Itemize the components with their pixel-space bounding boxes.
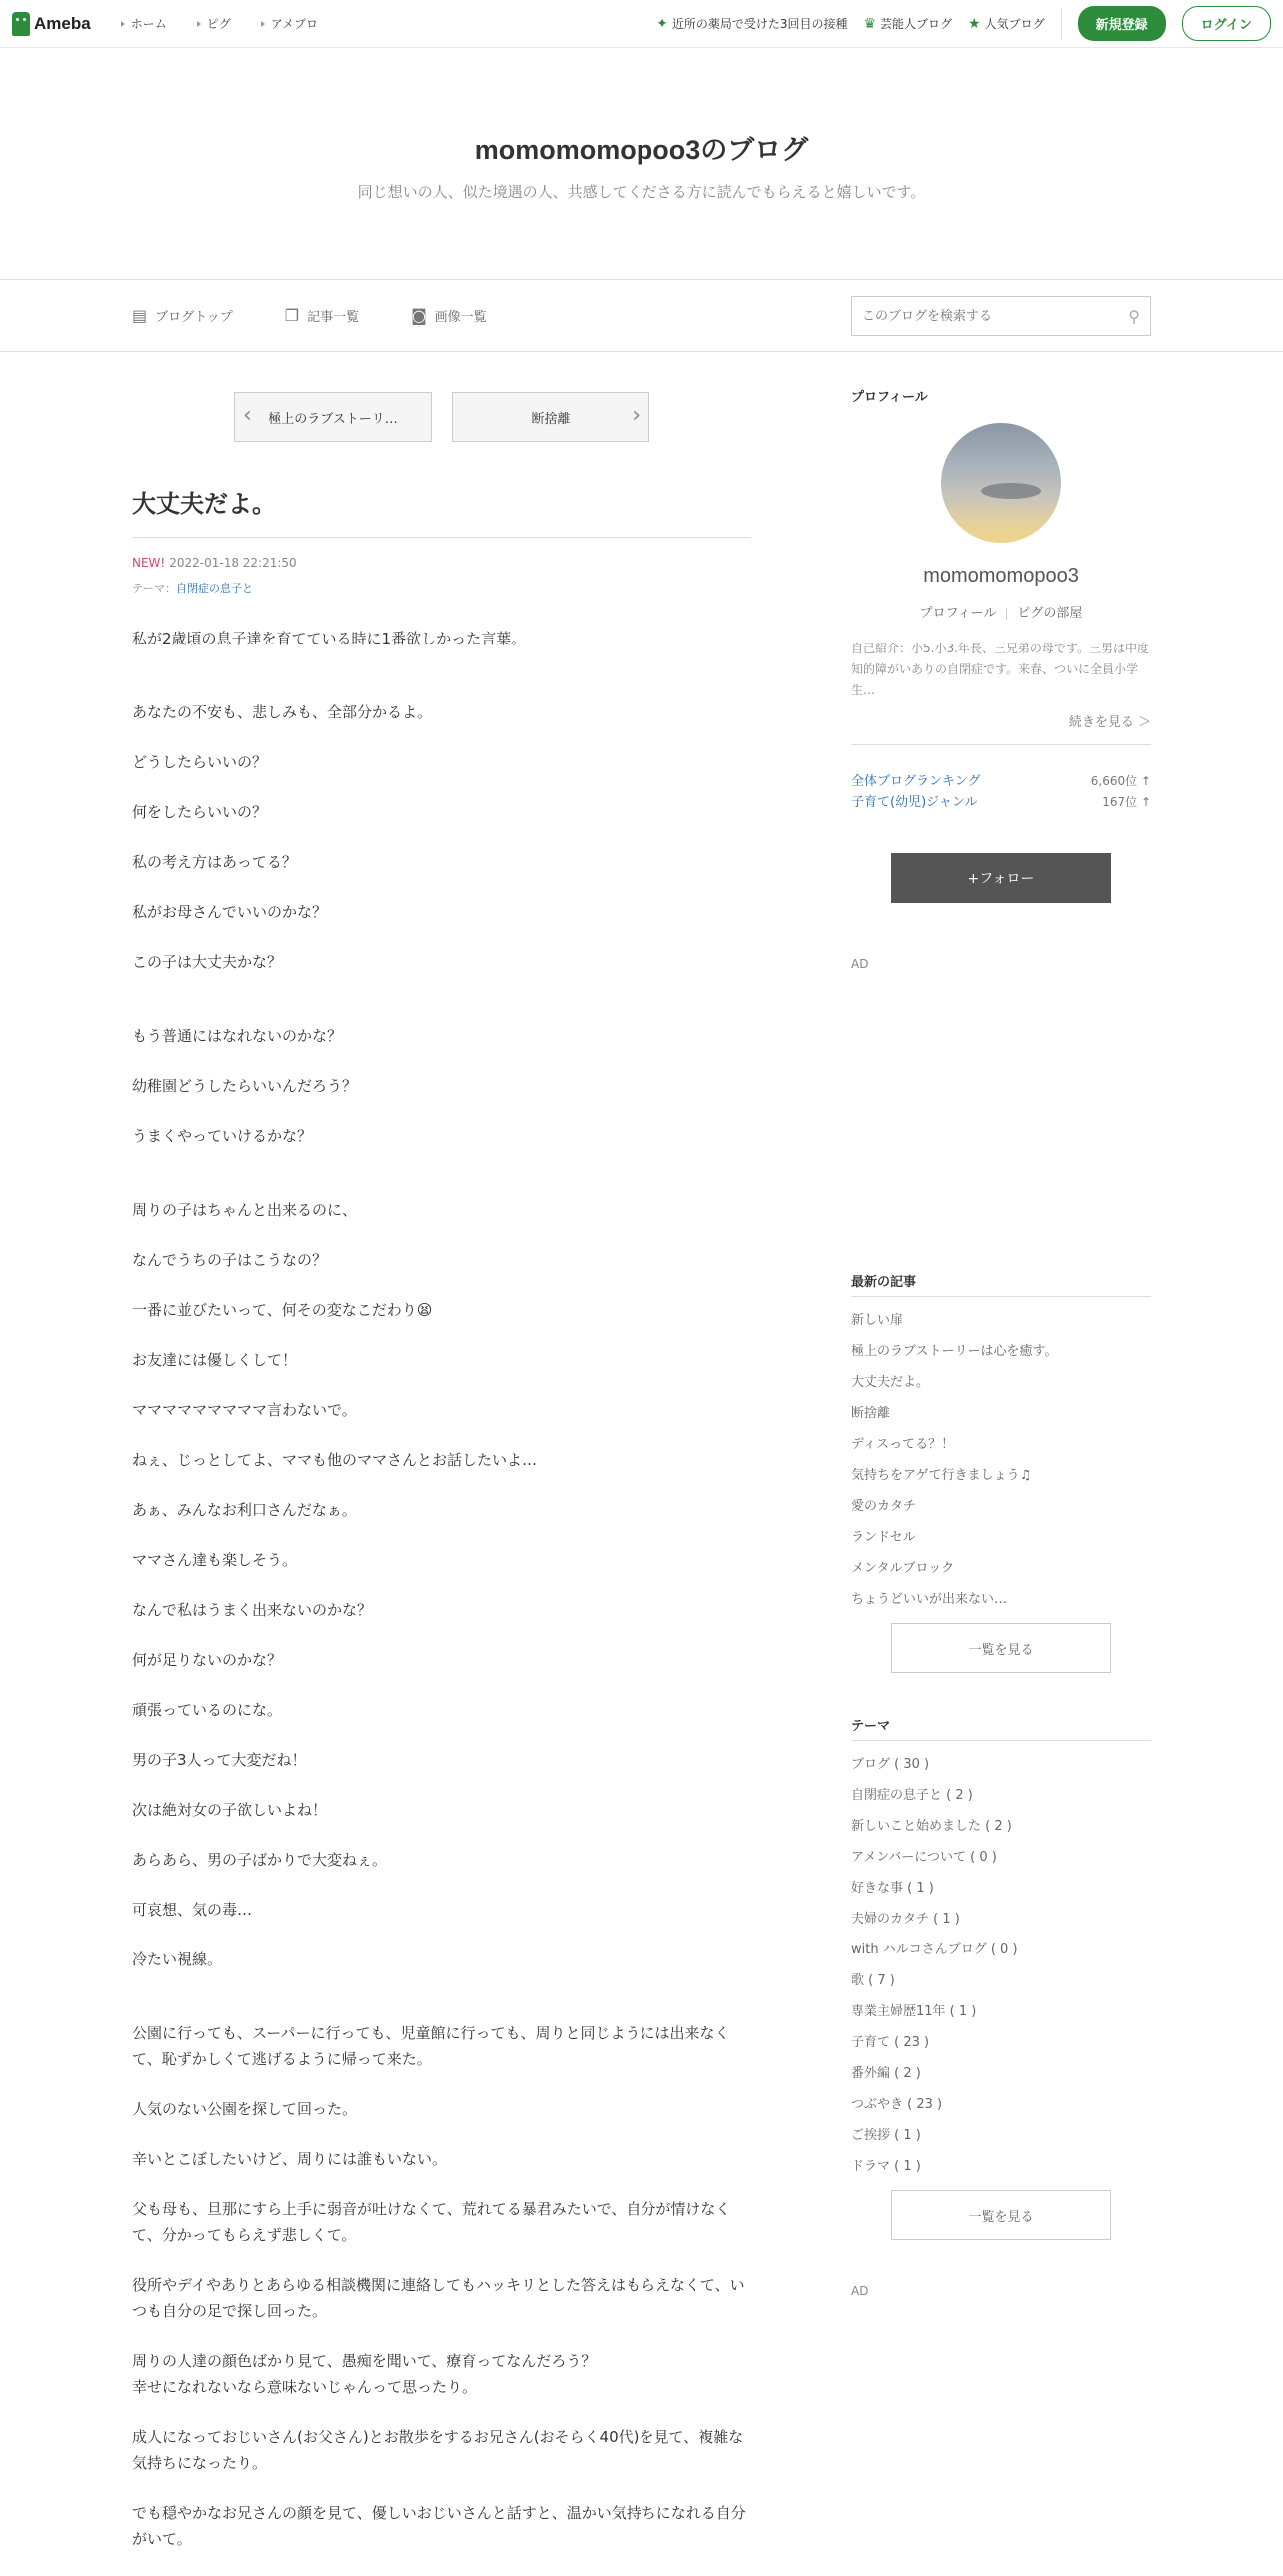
entry-paragraph: 役所やデイやありとあらゆる相談機関に連絡してもハッキリとした答えはもらえなくて、いつも自分の足で探し回った。 [132,2276,745,2320]
ad-label: AD [851,957,869,971]
themes-all-button[interactable]: 一覧を見る [891,2190,1111,2240]
entry-paragraph: 次は絶対女の子欲しいよね！ [132,1801,328,1819]
prev-entry-button[interactable]: ‹ 極上のラブストーリ… [234,392,432,442]
entry-date: 2022-01-18 22:21:50 [169,556,297,570]
entry-theme: テーマ：自閉症の息子と [132,582,253,595]
entry-pager [234,392,751,442]
ranking [851,771,1151,813]
recent-entries [851,1271,1151,1673]
blog-search [851,296,1151,336]
entry-meta [132,556,751,570]
theme-item-link[interactable]: ブログ ( 30 ) [851,1757,930,1772]
search-input[interactable] [862,309,1128,324]
global-nav [121,15,318,32]
entry-paragraph: 頑張っているのにな。 [132,1701,283,1719]
recent-entry-link[interactable]: 愛のカタチ [851,1499,917,1514]
entry-paragraph: 辛いとこぼしたいけど、周りには誰もいない。 [132,2150,448,2168]
new-badge: NEW! [132,556,166,570]
avatar[interactable] [941,423,1061,543]
entry-paragraph: お友達には優しくして！ [132,1351,298,1369]
chevron-right-icon [197,21,201,27]
entry-paragraph: 一番に並びたいって、何その変なこだわり😫 [132,1301,433,1319]
blog-top-link[interactable]: ▤ ブログトップ [132,306,233,325]
recent-entry-link[interactable]: 極上のラブストーリーは心を癒す。 [851,1344,1058,1359]
blog-description: 同じ想いの人、似た境遇の人、共感してくださる方に読んでもらえると嬉しいです。 [357,183,926,201]
theme-item-link[interactable]: 自閉症の息子と ( 2 ) [851,1788,973,1803]
document-icon: ▤ [132,306,148,325]
theme-link[interactable]: 自閉症の息子と [176,582,253,595]
profile-heading: プロフィール [851,390,928,405]
ameba-logo[interactable] [12,12,91,36]
nav-pigg[interactable]: ピグ [197,15,231,32]
entry-paragraph: マママママママママ言わないで。 [132,1401,357,1419]
recent-entry-link[interactable]: 新しい扉 [851,1313,904,1328]
entry-paragraph: ねぇ、じっとしてよ、ママも他のママさんとお話したいよ… [132,1451,538,1469]
blog-title[interactable]: momomomopoo3のブログ [474,135,809,165]
popular-blog-link[interactable]: ★ 人気ブログ [968,15,1045,32]
entry-paragraph: 周りの人達の顔色ばかり見て、愚痴を聞いて、療育ってなんだろう？ 幸せになれないなら意味ないじゃんって思ったり。 [132,2352,597,2396]
theme-item-link[interactable]: 子育て ( 23 ) [851,2035,930,2050]
entry-list-link[interactable]: ❐ 記事一覧 [284,306,360,325]
recent-heading: 最新の記事 [851,1271,1151,1297]
ad-label: AD [851,2284,869,2298]
entry-paragraph: 何が足りないのかな？ [132,1651,283,1669]
entry-paragraph: うまくやっていけるかな？ [132,1127,313,1145]
promo-link[interactable]: ✦ 近所の薬局で受けた3回目の接種 [656,15,848,32]
profile-link[interactable]: プロフィール [919,606,997,621]
entry-paragraph: 父も母も、旦那にすら上手に弱音が吐けなくて、荒れてる暴君みたいで、自分が情けなくて、分かってもらえず悲しくて。 [132,2200,731,2244]
blog-nav [0,280,1283,352]
entry-paragraph: 公園に行っても、スーパーに行っても、児童館に行っても、周りと同じようには出来なくて、恥ずかしくて逃げるように帰って来た。 [132,2024,730,2068]
theme-list [851,1749,1151,2182]
ameba-logo-icon [12,12,30,36]
recent-entry-link[interactable]: ちょうどいいが出来ない… [851,1592,1008,1607]
entry-paragraph: あらあら、男の子ばかりで大変ねぇ。 [132,1851,388,1869]
rank-genre-value: 167位 ↑ [1102,795,1151,809]
crown-icon: ♛ [863,15,877,32]
entry-title: 大丈夫だよ。 [132,484,751,538]
sidebar [851,352,1151,2298]
chevron-left-icon: ‹ [243,403,252,428]
theme-item-link[interactable]: 夫婦のカタチ ( 1 ) [851,1912,960,1927]
recent-list [851,1305,1151,1615]
ameba-logo-text: Ameba [34,13,91,33]
divider [1061,8,1062,40]
camera-icon: ◙ [411,306,427,325]
copy-icon: ❐ [284,306,300,325]
entry-paragraph: 私の考え方はあってる？ [132,853,297,871]
blog-header [0,48,1283,280]
nav-home[interactable]: ホーム [121,15,167,32]
chevron-right-icon [121,21,125,27]
recent-entry-link[interactable]: メンタルブロック [851,1561,955,1576]
chevron-right-icon [261,21,265,27]
profile-name[interactable]: momomomopoo3 [923,565,1079,587]
profile-intro: 自己紹介：小5.小3.年長、三兄弟の母です。三男は中度知的障がいありの自閉症です。来春、ついに全員小学生… [851,642,1149,697]
recent-entry-link[interactable]: 気持ちをアゲて行きましょう♫ [851,1468,1032,1483]
entry-paragraph: 冷たい視線。 [132,1950,223,1968]
entry-paragraph: この子は大丈夫かな？ [132,953,283,971]
entry-paragraph: 何をしたらいいの？ [132,803,268,821]
sparkle-icon: ✦ [656,15,668,32]
entry-paragraph: なんでうちの子はこうなの？ [132,1251,328,1269]
register-button[interactable]: 新規登録 [1078,6,1166,41]
entry-paragraph: あぁ、みんなお利口さんだなぁ。 [132,1501,357,1519]
divider [1006,608,1007,620]
entry-paragraph: なんで私はうまく出来ないのかな？ [132,1601,373,1619]
search-icon[interactable]: ⚲ [1128,306,1140,326]
blank-line [132,999,751,1023]
theme-item-link[interactable]: 番外編 ( 2 ) [851,2066,921,2081]
theme-item-link[interactable]: ドラマ ( 1 ) [851,2159,921,2174]
entry-paragraph: 人気のない公園を探して回った。 [132,2100,358,2118]
blank-line [132,1173,751,1197]
entry-paragraph: 可哀想、気の毒… [132,1901,253,1919]
theme-item-link[interactable]: つぶやき ( 23 ) [851,2097,943,2112]
entry-body [132,626,751,2552]
theme-item-link[interactable]: アメンバーについて ( 0 ) [851,1850,997,1865]
entry-paragraph: 成人になっておじいさん(お父さん)とお散歩をするお兄さん(おそらく40代)を見て、複雑な気持ちになったり。 [132,2428,744,2472]
entry-paragraph: 幼稚園どうしたらいいんだろう？ [132,1077,358,1095]
entry-paragraph: ママさん達も楽しそう。 [132,1551,298,1569]
read-more-link[interactable]: 続きを見る ＞ [851,711,1151,745]
entry-paragraph: あなたの不安も、悲しみも、全部分かるよ。 [132,703,433,721]
theme-item-link[interactable]: with ハルコさんブログ ( 0 ) [851,1942,1018,1957]
rank-overall-link[interactable]: 全体ブログランキング [851,774,981,789]
rank-overall [851,771,1151,792]
blank-line [132,675,751,699]
rank-overall-value: 6,660位 ↑ [1090,774,1151,788]
entry-paragraph: 私が2歳頃の息子達を育てている時に1番欲しかった言葉。 [132,630,527,647]
themes [851,1715,1151,2298]
entry-paragraph: どうしたらいいの？ [132,753,268,771]
theme-item-link[interactable]: 歌 ( 7 ) [851,1973,895,1988]
chevron-right-icon: › [632,403,641,428]
celebrity-blog-link[interactable]: ♛ 芸能人ブログ [863,15,953,32]
theme-item-link[interactable]: 好きな事 ( 1 ) [851,1881,934,1896]
themes-heading: テーマ [851,1715,1151,1741]
entry-paragraph: 周りの子はちゃんと出来るのに、 [132,1201,358,1219]
recent-entry-link[interactable]: ディスってる？！ [851,1437,955,1452]
profile-links [851,602,1151,621]
entry-paragraph: でも穏やかなお兄さんの顔を見て、優しいおじいさんと話すと、温かい気持ちになれる自分がいて。 [132,2504,746,2548]
recent-all-button[interactable]: 一覧を見る [891,1623,1111,1673]
entry-paragraph: 私がお母さんでいいのかな？ [132,903,328,921]
recent-entry-link[interactable]: 断捨離 [851,1406,891,1421]
entry-paragraph: もう普通にはなれないのかな？ [132,1027,343,1045]
recent-entry-link[interactable]: ランドセル [851,1530,916,1545]
entry-paragraph: 男の子3人って大変だね！ [132,1751,307,1769]
rank-genre [851,792,1151,813]
follow-button[interactable]: +フォロー [891,853,1111,903]
star-icon: ★ [968,15,981,32]
next-entry-button[interactable]: 断捨離 › [452,392,649,442]
rank-genre-link[interactable]: 子育て(幼児)ジャンル [851,795,978,810]
theme-item-link[interactable]: ご挨拶 ( 1 ) [851,2128,921,2143]
theme-item-link[interactable]: 専業主婦歴11年 ( 1 ) [851,2004,977,2019]
nav-ameblo[interactable]: アメブロ [261,15,318,32]
theme-item-link[interactable]: 新しいこと始めました ( 2 ) [851,1819,1012,1834]
global-header [0,0,1283,48]
image-list-link[interactable]: ◙ 画像一覧 [411,306,487,325]
recent-entry-link[interactable]: 大丈夫だよ。 [851,1375,930,1390]
pigg-room-link[interactable]: ピグの部屋 [1017,606,1083,621]
login-button[interactable]: ログイン [1182,6,1271,41]
blank-line [132,1996,751,2020]
main-column [132,352,751,2576]
